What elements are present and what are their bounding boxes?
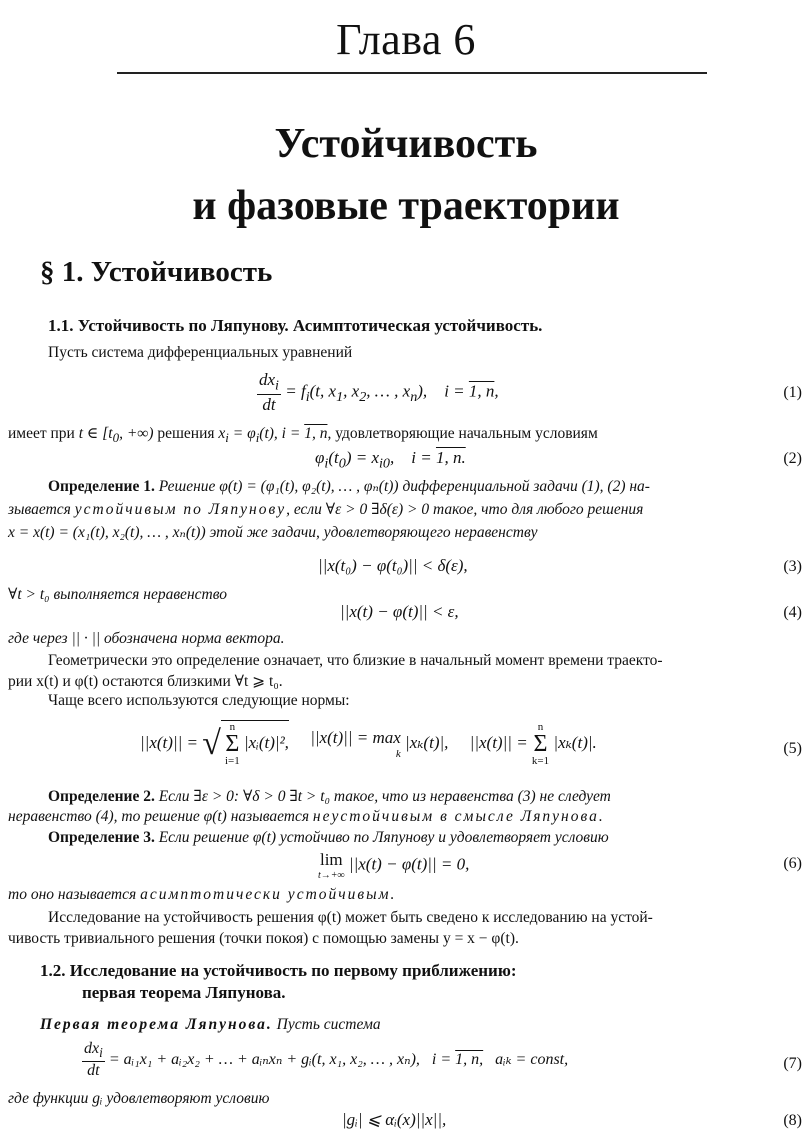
definition-3-heading: Определение 3. (48, 829, 155, 846)
section-heading: § 1. Устойчивость (40, 256, 273, 288)
theorem-1-intro: Первая теорема Ляпунова. Пусть система (40, 1016, 381, 1033)
paragraph-for-all-t: ∀t > t₀ выполняется неравенство (8, 586, 227, 603)
eq5-sum-1: n Σ i=1 (224, 721, 240, 767)
chapter-title-line-1: Устойчивость (274, 121, 538, 167)
equation-2: $\varphi_i(t_0) = x_{i0}$, i = 1, n. (315, 448, 466, 472)
definition-3: Определение 3. Если решение φ(t) устойчиво по Ляпунову и удовлетворяет условию (48, 829, 609, 846)
eq5-sum-2: n Σ k=1 (531, 721, 550, 767)
paragraph-study-line-1: Исследование на устойчивость решения φ(t) может быть сведено к исследованию на устой- (48, 909, 653, 926)
eq7-fraction: $\frac{dx_i}{dt}$ (84, 1040, 103, 1080)
definition-1-line-3: x = x(t) = (x₁(t), x₂(t), … , xₙ(t)) этой же задачи, удовлетворяющего неравенству (8, 524, 538, 541)
eq1-fraction: $\frac{dx_i}{dt}$ (259, 370, 279, 415)
equation-1-label: (1) (783, 384, 802, 401)
eq5-sqrt: n Σ i=1 |xᵢ(t)|², (221, 720, 289, 767)
equation-3-label: (3) (783, 558, 802, 575)
subsection-1-1-heading: 1.1. Устойчивость по Ляпунову. Асимптотическая устойчивость. (48, 316, 543, 335)
equation-5-label: (5) (783, 740, 802, 757)
definition-1-line-2: зывается устойчивым по Ляпунову, если ∀ε > 0 ∃δ(ε) > 0 такое, что для любого решения (8, 501, 644, 518)
equation-7: $\frac{dx_i}{dt}$ = aᵢ₁x₁ + aᵢ₂x₂ + … + aᵢₙxₙ + gᵢ(t, x₁, x₂, … , xₙ), i = 1, n, aᵢₖ = const, (84, 1040, 569, 1080)
eq5-max: ||x(t)|| = max k (310, 728, 401, 760)
equation-8-label: (8) (783, 1112, 802, 1129)
equation-2-label: (2) (783, 450, 802, 467)
intro-paragraph: Пусть система дифференциальных уравнений (48, 344, 353, 361)
equation-6-label: (6) (783, 855, 802, 872)
paragraph-asymptotic: то оно называется асимптотически устойчивым. (8, 886, 395, 903)
equation-4: ||x(t) − φ(t)|| < ε, (340, 602, 459, 621)
definition-1-line-1: Определение 1. Решение φ(t) = (φ₁(t), φ₂(t), … , φₙ(t)) дифференциальной задачи (1), (2) на- (48, 478, 650, 495)
paragraph-geometric-line-1: Геометрически это определение означает, что близкие в начальный момент времени траекто- (48, 652, 663, 669)
subsection-1-2-heading-line-2: первая теорема Ляпунова. (82, 983, 286, 1002)
chapter-title-line-2: и фазовые траектории (192, 183, 620, 229)
chapter-heading: Глава 6 (336, 15, 476, 64)
paragraph-study-line-2: чивость тривиального решения (точки покоя) с помощью замены y = x − φ(t). (8, 930, 519, 947)
equation-7-label: (7) (783, 1055, 802, 1072)
theorem-1-heading: Первая теорема Ляпунова. (40, 1016, 273, 1033)
paragraph-initial-conditions: имеет при t ∈ [$t_0$, +∞) решения $x_i = \varphi_i(t)$, i = 1, n, удовлетворяющие начальным условиям (8, 425, 598, 446)
eq6-lim: lim t→+∞ (318, 850, 345, 881)
equation-8: |gᵢ| ⩽ αᵢ(x)||x||, (342, 1110, 447, 1129)
definition-1-heading: Определение 1. (48, 478, 155, 495)
paragraph-norm-note: где через || · || обозначена норма вектора. (8, 630, 285, 647)
definition-2-line-1: Определение 2. Если ∃ε > 0: ∀δ > 0 ∃t > t₀ такое, что из неравенства (3) не следует (48, 788, 611, 805)
chapter-rule (117, 72, 707, 74)
equation-1: $\frac{dx_i}{dt}$ = $f_i(t$, $x_1$, $x_2$, … , $x_n$), i = 1, n, (259, 370, 499, 415)
definition-2-line-2: неравенство (4), то решение φ(t) называется неустойчивым в смысле Ляпунова. (8, 808, 603, 825)
equation-3: ||x(t₀) − φ(t₀)|| < δ(ε), (318, 556, 468, 575)
definition-2-heading: Определение 2. (48, 788, 155, 805)
equation-4-label: (4) (783, 604, 802, 621)
paragraph-where-g: где функции gᵢ удовлетворяют условию (8, 1090, 270, 1107)
paragraph-norms-intro: Чаще всего используются следующие нормы: (48, 692, 350, 709)
equation-5: ||x(t)|| = √ n Σ i=1 |xᵢ(t)|², ||x(t)|| = max k |xₖ(t)|, ||x(t)|| = n Σ k=1 |xₖ(t)|. (140, 721, 597, 767)
subsection-1-2-heading-line-1: 1.2. Исследование на устойчивость по первому приближению: (40, 961, 517, 980)
equation-6: lim t→+∞ ||x(t) − φ(t)|| = 0, (318, 850, 470, 881)
paragraph-geometric-line-2: рии x(t) и φ(t) остаются близкими ∀t ⩾ t₀. (8, 673, 283, 690)
